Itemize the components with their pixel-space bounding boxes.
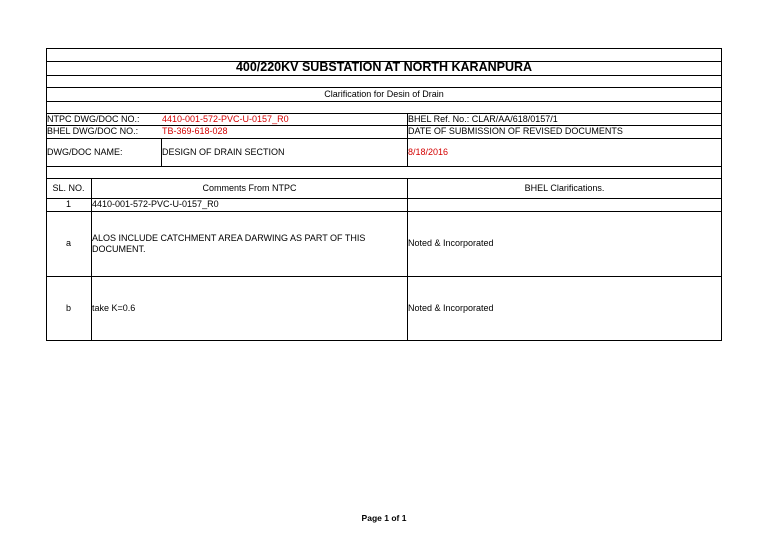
ntpc-doc-label: NTPC DWG/DOC NO.: [47,114,140,124]
group-doc: 4410-001-572-PVC-U-0157_R0 [92,199,219,209]
rule-line [46,211,722,212]
bhel-ref: BHEL Ref. No.: CLAR/AA/618/0157/1 [408,114,558,124]
rule-line [46,101,722,102]
doc-name-label: DWG/DOC NAME: [47,147,123,157]
header-comments: Comments From NTPC [202,183,297,193]
row-b-clarification: Noted & Incorporated [408,303,494,313]
row-b-sl: b [65,303,71,313]
row-b-comment: take K=0.6 [92,303,136,313]
bhel-doc-value: TB-369-618-028 [162,126,228,136]
row-a-sl: a [65,238,71,248]
ntpc-doc-value: 4410-001-572-PVC-U-0157_R0 [162,114,289,124]
column-divider [407,178,408,341]
row-a-comment: ALOS INCLUDE CATCHMENT AREA DARWING AS PART OF THIS DOCUMENT. [92,233,366,254]
rule-line [46,276,722,277]
page-title: 400/220KV SUBSTATION AT NORTH KARANPURA [235,60,533,74]
doc-name-value: DESIGN OF DRAIN SECTION [162,147,285,157]
submission-date: 8/18/2016 [408,147,449,157]
rule-line [46,166,722,167]
rule-line [46,87,722,88]
bhel-doc-label: BHEL DWG/DOC NO.: [47,126,139,136]
page-number: Page 1 of 1 [361,513,407,523]
rule-line [46,75,722,76]
group-sl: 1 [65,199,71,209]
rule-line [46,178,722,179]
rule-line [46,48,722,49]
header-sl-no: SL. NO. [52,183,85,193]
submission-label: DATE OF SUBMISSION OF REVISED DOCUMENTS [408,126,623,136]
rule-line [46,340,722,341]
document-sheet [46,48,722,341]
rule-line [46,113,722,114]
header-clarifications: BHEL Clarifications. [524,183,605,193]
row-a-clarification: Noted & Incorporated [408,238,494,248]
rule-line [46,138,722,139]
page-subtitle: Clarification for Desin of Drain [324,89,444,99]
